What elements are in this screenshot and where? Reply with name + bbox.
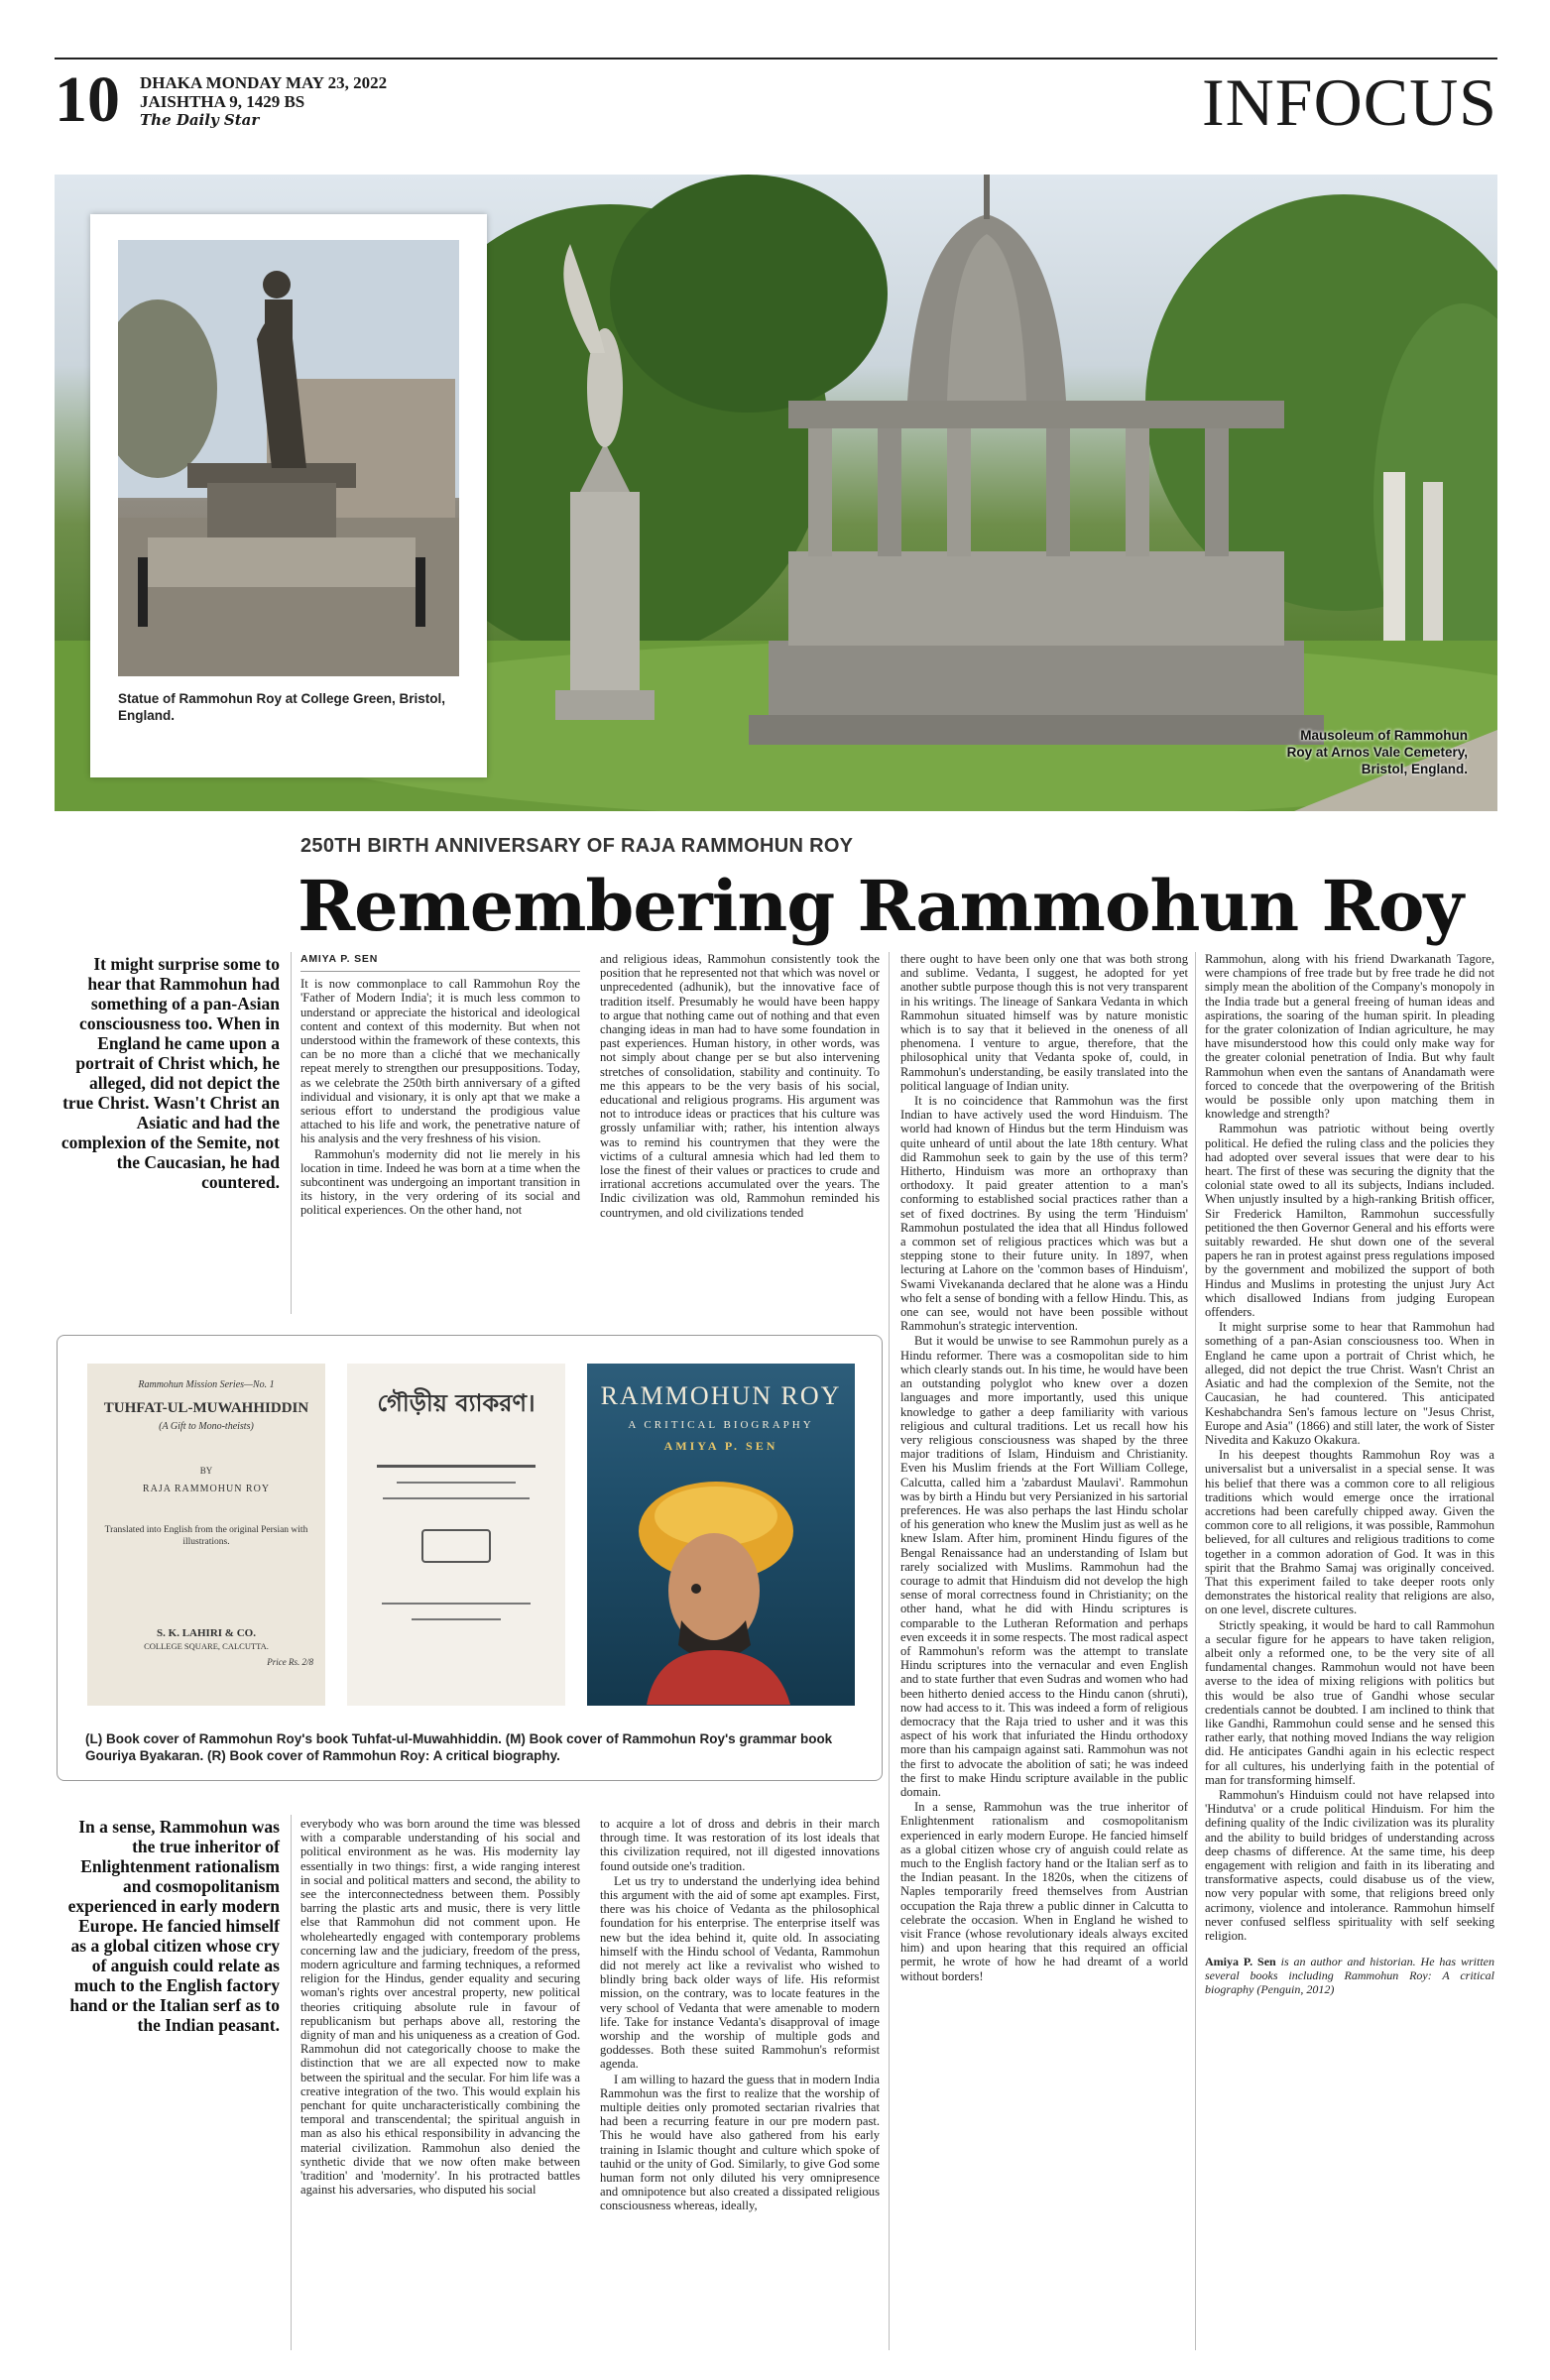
column-rule	[1195, 952, 1196, 2350]
book-covers-caption: (L) Book cover of Rammohun Roy's book Tuhfat-ul-Muwahhiddin. (M) Book cover of Rammohun Roy's grammar book Gouriya Byakaran. (R) Book cover of Rammohun Roy: A critical biography.	[85, 1731, 833, 1763]
statue-caption: Statue of Rammohun Roy at College Green, Bristol, England.	[118, 691, 446, 723]
book2-title: গৌড়ীয় ব্যাকরণ।	[377, 1389, 536, 1417]
column-rule	[889, 952, 890, 2350]
hero-photo-mausoleum	[55, 175, 1497, 811]
paragraph: In a sense, Rammohun was the true inheritor of Enlightenment rationalism and cosmopolitanism experienced in early modern Europe. He fancied himself as a global citizen whose cry of anguish could relate as much to the English factory hand or the Italian serf as to the Indian peasant. In the 1820s, when the citizens of Naples temporarily freed themselves from Austrian occupation the Raja threw a public dinner in Calcutta to celebrate the occasion. When in England he wished to visit France (whose revolutionary ideals always excited him) and upon hearing that this required an official permit, he wrote of how he had dreamt of a world without borders!	[900, 1800, 1188, 1983]
book1-subtitle: (A Gift to Mono-theists)	[159, 1421, 254, 1432]
pullquote-bottom: In a sense, Rammohun was the true inheritor of Enlightenment rationalism and cosmopolitanism experienced in early modern Europe. He fancied himself as a global citizen whose cry of anguish could relate as much to the English factory hand or the Italian serf as to the Indian peasant.	[67, 1817, 280, 2035]
statue-photo	[118, 240, 459, 676]
byline: AMIYA P. SEN	[300, 952, 580, 972]
page-number: 10	[55, 63, 120, 136]
book1-address: COLLEGE SQUARE, CALCUTTA.	[144, 1641, 269, 1651]
book-cover-critical-biography	[587, 1364, 855, 1706]
statue-inset	[90, 214, 487, 777]
article-column-2-top	[600, 952, 880, 1317]
portrait-illustration	[587, 1462, 855, 1705]
paragraph: Rammohun was patriotic without being overtly political. He defied the ruling class and the policies they had adopted over several issues that were dear to his heart. The first of these was securing the dignity that the colonial state owed to all its subjects, Indians included. When unjustly insulted by a high-ranking British officer, Sir Frederick Hamilton, Rammohun successfully petitioned the then Governor General and his efforts were suitably rewarded. He shut down one of the several papers he ran in protest against press regulations imposed by the government and mobilized the support of both Hindus and Muslims in protesting the unjust Jury Act which disallowed Indians from judging European offenders.	[1205, 1122, 1494, 1320]
book-covers-panel	[57, 1335, 883, 1781]
masthead	[55, 58, 1497, 140]
article-column-4	[1205, 952, 1494, 2352]
paragraph: But it would be unwise to see Rammohun purely as a Hindu reformer. There was a cosmopolitan side to him which clearly stands out. In his time, he would have been an outstanding polyglot who knew over a dozen languages and more importantly, used this unique knowledge to gather a deep familiarity with various religious and cultural traditions. Let us recall how his very religious consciousness was shaped by the three major traditions of Islam, Hinduism and Christianity. Even his Muslim friends at the Fort William College, Calcutta, called him a 'zabardust Maulavi'. Rammohun was by birth a Hindu but very Persianized in his sartorial preferences. He was also perhaps the last Hindu scholar of his generation who knew the Muslim just as well as he knew Islam. After him, prominent Hindu figures of the Bengal Renaissance had an understanding of Islam but rarely socialized with Muslims. Rammohun had the courage to admit that Hinduism did not develop the high sense of moral correctness found in Christianity; on the other hand, what he did with Hindu scriptures is comparable to the Lutheran Reformation and perhaps even exceeds it in some respects. The most radical aspect of Rammohun's reform was the attempt to translate Hindu scriptures into the vernacular and even English and to state further that even Sudras and women who had been hitherto denied access to the Hindu canon (shruti), now had access to it. This was indeed a form of religious democracy that the Raja tried to usher and it was this aspect of his work that infuriated the Hindu orthodoxy more than his campaign against sati. Rammohun was not the first to advocate the abolition of sati; he was indeed the first to make Hindu scripture available in the public domain.	[900, 1334, 1188, 1799]
paragraph: and religious ideas, Rammohun consistently took the position that he represented not that which was novel or unprecedented (adhunik), but the innovative face of tradition itself. Presumably he would have been happy to argue that nothing came out of nothing and that even changing ideas in man had to have some foundation in past experiences. Human history, in other words, was not simply about change per se but also intervening stretches of consolidation, stability and continuity. To me this appears to be the very basis of his social, educational and religious programs. His argument was not to introduce ideas or practices that his culture was grossly unfamiliar with; rather, his intention always was to remind his countrymen that they were the victims of a cultural amnesia which had led them to lose the finest of their values or practices to crude and irrational accretions accumulated over the years. The Indic civilization was old, Rammohun reminded his countrymen, and old civilizations tended	[600, 952, 880, 1220]
paragraph: It is no coincidence that Rammohun was the first Indian to have actively used the word Hinduism. The world had known of Hindus but the term Hinduism was quite unheard of until about the late 18th century. What did Rammohun seek to gain by the use of this term? Hitherto, Hinduism was more an orthopraxy than orthodoxy. It paid greater attention to a man's conforming to established social practices rather than a set of fixed doctrines. By using the term 'Hinduism' Rammohun postulated the idea that all Hindus followed a common set of religious practices which was but a stepping stone to their future unity. In 1897, when lecturing at Lahore on the 'common bases of Hinduism', Swami Vivekananda declared that he alone was a Hindu who felt a sense of bonding with a fellow Hindu. This, as one can see, would not have been possible without Rammohun's strategic intervention.	[900, 1094, 1188, 1334]
paragraph: It is now commonplace to call Rammohun Roy the 'Father of Modern India'; it is much less common to understand or appreciate the historical and ideological content and context of this modernity. But when not understood within the framework of these contexts, this can be no more than a cliché that we mechanically repeat merely to strengthen our presuppositions. Today, as we celebrate the 250th birth anniversary of a gifted individual and visionary, it is only apt that we make a serious effort to understand the prodigious value attached to his life and work, the penetrative nature of his analysis and the very freshness of his vision.	[300, 977, 580, 1146]
book3-title: RAMMOHUN ROY	[600, 1381, 842, 1410]
book1-author: RAJA RAMMOHUN ROY	[142, 1484, 271, 1494]
book1-by: BY	[199, 1466, 213, 1476]
paragraph: Let us try to understand the underlying idea behind this argument with the aid of some apt examples. First, there was his choice of Vedanta as the philosophical foundation for his enterprise. The enterprise itself was new but the idea behind it, quite old. In associating himself with the Hindu school of Vedanta, Rammohun did not merely act like a revivalist who wished to blindly bring back older ways of life. His reformist mission, on the contrary, was to locate features in the very school of Vedanta that were amenable to modern life. Take for instance Vedanta's disapproval of image worship and the worship of multiple gods and goddesses. Both these suited Rammohun's reformist agenda.	[600, 1873, 880, 2072]
mausoleum-caption: Mausoleum of Rammohun Roy at Arnos Vale Cemetery, Bristol, England.	[1286, 728, 1468, 776]
column-rule	[291, 1815, 292, 2350]
article-column-1-bottom	[300, 1817, 580, 2352]
bangla-date: JAISHTHA 9, 1429 BS	[140, 92, 305, 111]
paper-name: The Daily Star	[140, 111, 260, 129]
paragraph: to acquire a lot of dross and debris in their march through time. It was restoration of its lost ideals that this civilization required, not ill digested innovations found outside one's tradition.	[600, 1817, 880, 1873]
paragraph: It might surprise some to hear that Rammohun had something of a pan-Asian consciousness too. When in England he came upon a portrait of Christ which, he alleged, did not depict the true Christ. Wasn't Christ an Asiatic and had the complexion of the Semite, not the Caucasian, he had countered. This anticipated Keshabchandra Sen's famous lecture on "Jesus Christ, Europe and Asia" (1866) and still later, the work of Sister Nivedita and Kakuzo Okakura.	[1205, 1320, 1494, 1447]
book2-emblem	[421, 1529, 491, 1563]
article-kicker: 250TH BIRTH ANNIVERSARY OF RAJA RAMMOHUN ROY	[300, 835, 854, 857]
article-column-1-top	[300, 952, 580, 1317]
book1-price: Price Rs. 2/8	[267, 1657, 313, 1667]
section-title: INFOCUS	[1202, 64, 1497, 140]
author-bio-text: is an author and historian. He has written several books including Rammohun Roy: A critical biography (Penguin, 2012)	[1205, 1955, 1494, 1997]
book1-series: Rammohun Mission Series—No. 1	[138, 1379, 275, 1390]
book3-subtitle: A CRITICAL BIOGRAPHY	[628, 1419, 814, 1431]
article-headline: Remembering Rammohun Roy	[298, 865, 1464, 947]
paragraph: there ought to have been only one that was both strong and sublime. Vedanta, I suggest, he adopted for yet another subtle purpose though this is not very transparent in his writings. The lineage of Sankara Vedanta in which Rammohun situated himself was by nature monistic which is to say that it believed in the oneness of all phenomena. I venture to argue, therefore, that the philosophical unity that Vedanta spoke of, could, in Rammohun's understanding, be easily translated into the political language of Indian unity.	[900, 952, 1188, 1093]
book1-title: TUHFAT-UL-MUWAHHIDDIN	[103, 1400, 309, 1416]
paragraph: everybody who was born around the time was blessed with a comparable understanding of his social and political environment as he was. His modernity lay essentially in two things: first, a wide ranging interest in social and political matters and second, the ability to see the interconnectedness between them. Possibly barring the plastic arts and music, there is very little else that Rammohun did not comment upon. He wholeheartedly engaged with contemporary problems concerning law and the judiciary, freedom of the press, modern agriculture and farming techniques, a reformed religion for the Hindus, gender equality and securing woman's rights over ancestral property, new political theories critiquing absolute rule in favour of republicanism but perhaps above all, restoring the dignity of man and his uniqueness as a creation of God. Rammohun did not categorically choose to make the distinction that we are all expected now to make between the spiritual and the secular. For him life was a creative integration of the two. This would explain his penchant for quite uncharacteristically combining the temporal and transcendental; the spiritual anguish in man as also his ethical responsibility in advancing the material civilization. Rammohun also denied the synthetic divide that we now often make between 'tradition' and 'modernity'. In his protracted battles against his adversaries, who disputed his social	[300, 1817, 580, 2198]
pullquote-top: It might surprise some to hear that Rammohun had something of a pan-Asian consciousness too. When in England he came upon a portrait of Christ which, he alleged, did not depict the true Christ. Wasn't Christ an Asiatic and had the complexion of the Semite, not the Caucasian, he had countered.	[60, 954, 280, 1192]
book1-note: Translated into English from the original Persian with illustrations.	[104, 1525, 308, 1547]
paragraph: Rammohun's modernity did not lie merely in his location in time. Indeed he was born at a time when the subcontinent was undergoing an important transition in its history, in the very ordering of its social and political experiences. On the other hand, not	[300, 1146, 580, 1218]
book1-publisher: S. K. LAHIRI & CO.	[157, 1627, 256, 1639]
book-cover-gouriya-byakaran	[347, 1364, 565, 1706]
article-column-3	[900, 952, 1188, 2352]
paragraph: I am willing to hazard the guess that in modern India Rammohun was the first to realize that the worship of multiple deities only promoted sectarian rivalries that had been a recurring feature in our pre modern past. This he would have also gathered from his early training in Islamic thought and culture which spoke of tauhid or the unity of God. Similarly, to give God some human form not only diluted his very omnipresence and omnipotence but also created a dissipated religious consciousness whereas, ideally,	[600, 2072, 880, 2213]
author-name: Amiya P. Sen	[1205, 1955, 1276, 1969]
paragraph: Rammohun's Hinduism could not have relapsed into 'Hindutva' or a crude political Hinduism. For him the defining quality of the Indic civilization was its plurality and the ability to build bridges of understanding across deep chasms of difference. At the same time, his deep engagement with religion and faith in its liberating and transformative aspects, could disabuse us of the view, now very popular with some, that religions breed only acrimony, violence and intolerance. Rammohun himself never confused selfless spirituality with self seeking religion.	[1205, 1787, 1494, 1944]
date-line: DHAKA MONDAY MAY 23, 2022	[140, 73, 388, 92]
paragraph: Rammohun, along with his friend Dwarkanath Tagore, were champions of free trade but by free trade he did not simply mean the abolition of the Company's monopoly in the India trade but a general freeing of human ideas and aspirations, the soaring of the human spirit. In pleading for the grater colonization of Indian agriculture, he may have misunderstood how this could only make way for the greater colonial penetration of India. But why fault Rammohun when even the santans of Anandamath were forced to concede that the overpowering of the British would be possible only upon matching them in knowledge and strength?	[1205, 952, 1494, 1122]
paragraph: In his deepest thoughts Rammohun Roy was a universalist but a universalist in a special sense. It was his belief that there was a common core to all religious traditions which would emerge once the irrational accretions had been carefully chipped away. Given the common core to all religions, it was possible, Rammohun believed, for all cultures and religious traditions to come together in a common adoration of God. It was in this spirit that the Brahmo Samaj was originally conceived. That this experiment failed to take deeper roots only demonstrates the historical reality that religions are also, on one level, discrete cultures.	[1205, 1448, 1494, 1617]
article-column-2-bottom	[600, 1817, 880, 2352]
book2-text-lines	[377, 1465, 536, 1499]
paragraph: Strictly speaking, it would be hard to call Rammohun a secular figure for he appears to have taken religion, albeit only a reformed one, to be the very site of all fundamental changes. Rammohun would not have been averse to the idea of mixing religions with politics but this would be also true of Gandhi whose secular credentials cannot be doubted. I am inclined to think that like Gandhi, Rammohun could sense and he sensed this rather early, that nothing moved Indians the way religion did. He anticipates Gandhi again in his eclectic respect for all cultures, his underlying faith in the potential of man for transforming himself.	[1205, 1617, 1494, 1787]
dateline	[140, 73, 387, 130]
author-bio	[1205, 1955, 1494, 1996]
book3-author: AMIYA P. SEN	[663, 1439, 778, 1453]
book-cover-tuhfat	[87, 1364, 325, 1706]
statue-illustration	[118, 240, 459, 676]
column-rule	[291, 952, 292, 1314]
